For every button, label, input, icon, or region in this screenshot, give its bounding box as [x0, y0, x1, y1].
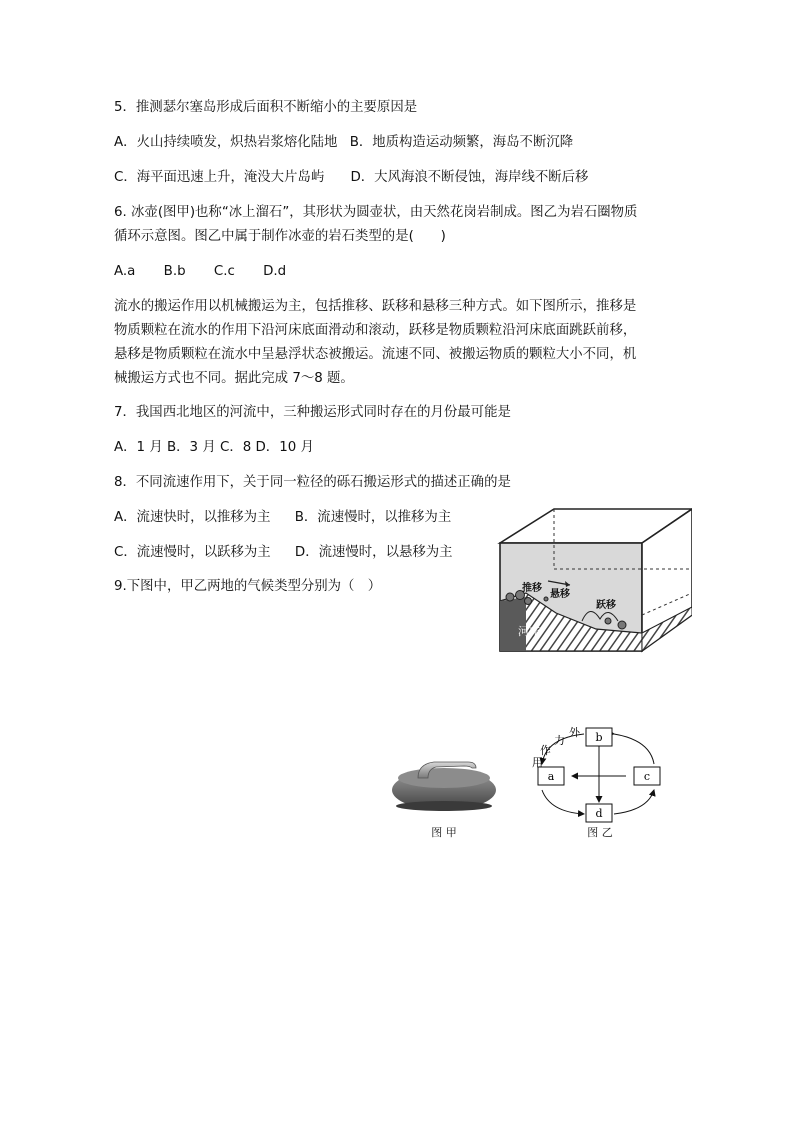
q8-option-d: D．流速慢时，以悬移为主 [294, 545, 453, 560]
q5-options-row2 [114, 169, 588, 187]
q5-option-c: C．海平面迅速上升，淹没大片岛屿 [114, 170, 325, 185]
label-wai: 外 [569, 726, 580, 739]
stone-top [398, 768, 490, 788]
passage-line4: 械搬运方式也不同。据此完成 7～8 题。 [114, 371, 354, 386]
q5-option-a: A．火山持续喷发，炽热岩浆熔化陆地 [114, 135, 338, 150]
q8-options-row2 [114, 544, 453, 562]
node-a-label: a [547, 770, 555, 783]
label-li: 力 [554, 734, 565, 747]
q6-option-a: A.a [114, 264, 136, 279]
label-yueyi: 跃移 [596, 600, 616, 611]
q6-stem-line2: 循环示意图。图乙中属于制作冰壶的岩石类型的是( ) [114, 229, 446, 244]
label-yong: 用 [532, 756, 543, 769]
q7-stem: 7．我国西北地区的河流中，三种搬运形式同时存在的月份最可能是 [114, 405, 511, 420]
river-transport-figure [496, 505, 692, 653]
q8-option-b: B．流速慢时，以推移为主 [294, 510, 452, 525]
rock-cycle-figure [526, 724, 666, 826]
q8-stem: 8．不同流速作用下，关于同一粒径的砾石搬运形式的描述正确的是 [114, 475, 511, 490]
riverbed-shadow [500, 597, 526, 651]
figure-yi-caption: 图 乙 [587, 826, 613, 839]
q5-options-row1 [114, 134, 573, 152]
label-tuiyi: 推移 [522, 583, 542, 594]
q6-stem-line1: 6. 冰壶(图甲)也称“冰上溜石”，其形状为圆壶状，由天然花岗岩制成。图乙为岩石圈物质 [114, 205, 638, 220]
q8-options-row1 [114, 509, 451, 527]
node-b-label: b [595, 731, 603, 744]
q5-stem: 5．推测瑟尔塞岛形成后面积不断缩小的主要原因是 [114, 100, 418, 115]
figure-jia-caption: 图 甲 [431, 826, 457, 839]
q6-option-c: C.c [213, 264, 235, 279]
label-xuanyi: 悬移 [550, 589, 570, 600]
label-zuo: 作 [540, 744, 551, 757]
curling-stone-figure [388, 742, 500, 814]
q7-options: A．1 月 B．3 月 C．8 D．10 月 [114, 440, 314, 455]
q6-option-d: D.d [263, 264, 287, 279]
q6-options [114, 263, 286, 281]
node-c-label: c [643, 770, 651, 783]
passage-line3: 悬移是物质颗粒在流水中呈悬浮状态被搬运。流速不同、被搬运物质的颗粒大小不同，机 [114, 347, 637, 362]
q8-option-c: C．流速慢时，以跃移为主 [114, 545, 271, 560]
node-d-label: d [595, 807, 603, 820]
label-hechuang: 河床 [518, 625, 540, 638]
q5-option-b: B．地质构造运动频繁，海岛不断沉降 [349, 135, 574, 150]
q8-option-a: A．流速快时，以推移为主 [114, 510, 271, 525]
q6-option-b: B.b [163, 264, 186, 279]
q5-option-d: D．大风海浪不断侵蚀，海岸线不断后移 [350, 170, 589, 185]
q9-stem: 9.下图中，甲乙两地的气候类型分别为（ ） [114, 579, 382, 594]
passage-line2: 物质颗粒在流水的作用下沿河床底面滑动和滚动，跃移是物质颗粒沿河床底面跳跃前移， [114, 323, 637, 338]
passage-line1: 流水的搬运作用以机械搬运为主，包括推移、跃移和悬移三种方式。如下图所示，推移是 [114, 299, 637, 314]
